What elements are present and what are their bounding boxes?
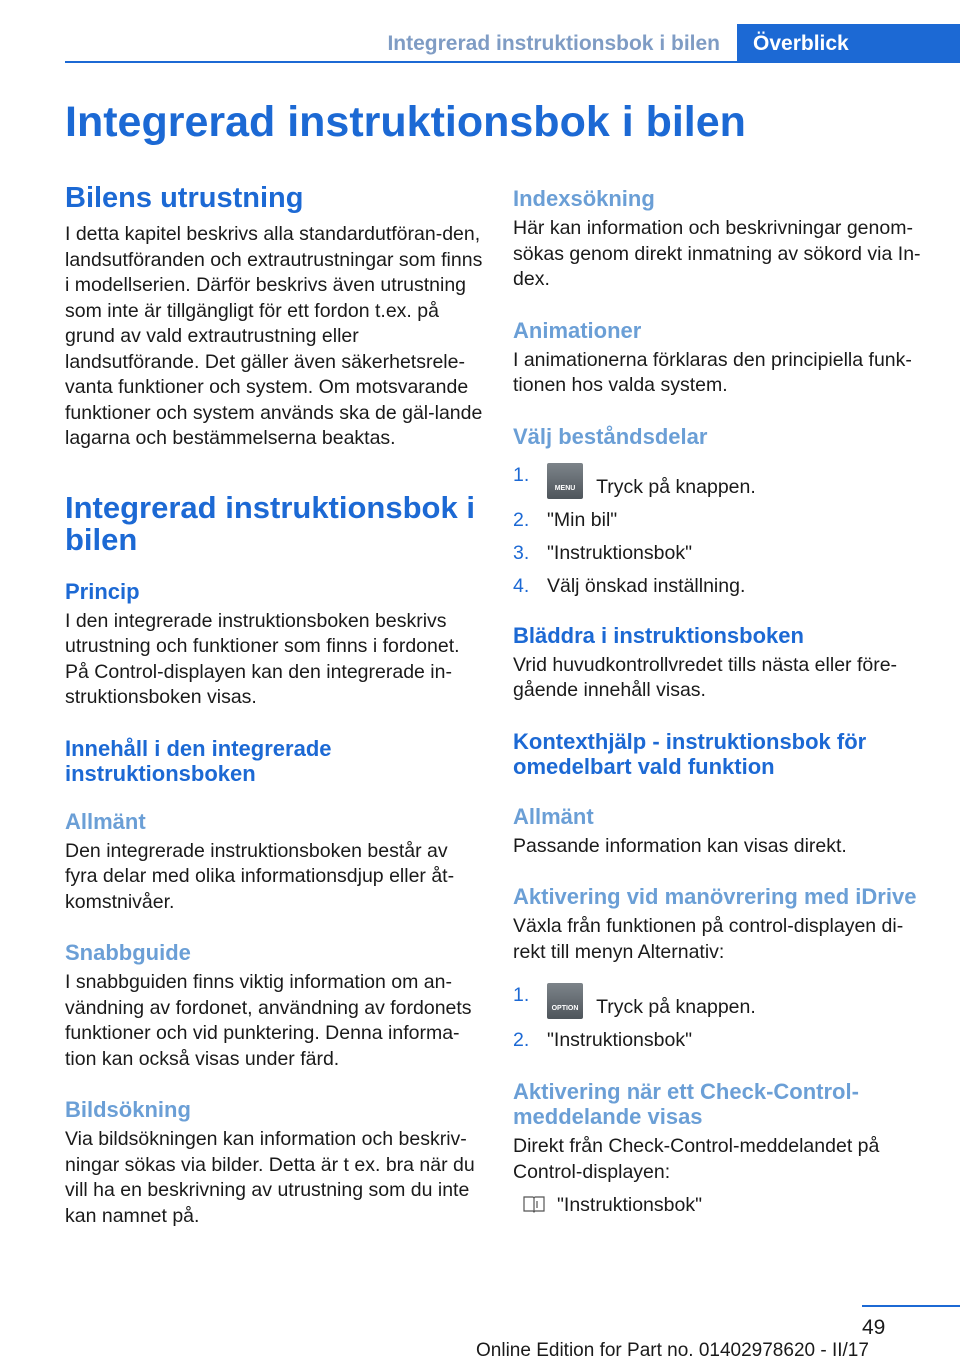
right-column — [513, 182, 933, 1218]
menu-button-icon: MENU — [547, 463, 583, 499]
heading-bildsokning: Bildsökning — [65, 1097, 191, 1122]
heading-allmant-2: Allmänt — [513, 803, 594, 829]
heading-animationer: Animationer — [513, 317, 642, 343]
paragraph-allmant-2: Passande information kan visas direkt. — [513, 834, 847, 857]
step-text: Tryck på knappen. — [596, 996, 756, 1018]
heading-aktivering-idrive: Aktivering vid manövrering med iDrive — [513, 884, 917, 909]
step-number: 1. — [513, 463, 530, 486]
heading-kontexthjalp: Kontexthjälp - instruktionsbok för omedelbart vald funktion — [513, 728, 867, 779]
heading-innehall: Innehåll i den integrerade instruktionsboken — [65, 735, 332, 786]
heading-princip: Princip — [65, 578, 140, 604]
steps-option — [513, 983, 933, 1053]
step-number: 2. — [513, 508, 530, 531]
step-number: 1. — [513, 984, 530, 1006]
heading-bilens-utrustning: Bilens utrustning — [65, 182, 304, 214]
heading-snabbguide: Snabbguide — [65, 940, 191, 965]
header-section-title: Integrerad instruktionsbok i bilen — [387, 32, 720, 55]
list-item — [513, 574, 933, 599]
paragraph-allmant: Den integrerade instruktionsboken består av fyra delar med olika informationsdjup eller åt-komstnivåer. — [65, 839, 455, 913]
header-rule — [65, 61, 960, 63]
heading-aktivering-check-control: Aktivering när ett Check-Control-meddelande visas — [513, 1079, 859, 1129]
left-column — [65, 182, 483, 1229]
footer-rule — [862, 1305, 960, 1307]
header-tab — [737, 24, 960, 62]
paragraph-princip: I den integrerade instruktionsboken beskrivs utrustning och funktioner som finns i fordonet. På Control-displayen kan den integrerade in-struktionsboken visas. — [65, 609, 460, 708]
step-text: Tryck på knappen. — [596, 475, 756, 498]
page-number: 49 — [862, 1316, 886, 1339]
paragraph-bildsokning: Via bildsökningen kan information och beskriv-ningar sökas via bilder. Detta är t ex. bra när du vill ha en beskrivning av utrustning som du inte kan namnet på. — [65, 1128, 475, 1227]
page-title: Integrerad instruktionsbok i bilen — [65, 98, 746, 146]
step-number: 2. — [513, 1029, 530, 1051]
paragraph-bladdra: Vrid huvudkontrollvredet tills nästa eller före-gående innehåll visas. — [513, 653, 898, 701]
paragraph-aktivering-check-control: Direkt från Check-Control-meddelandet på Control-displayen: — [513, 1135, 880, 1183]
paragraph-aktivering-idrive: Växla från funktionen på control-displayen di-rekt till menyn Alternativ: — [513, 915, 904, 963]
heading-integrerad: Integrerad instruktionsbok i bilen — [65, 489, 475, 557]
list-item — [513, 541, 933, 566]
book-item-label: "Instruktionsbok" — [557, 1194, 702, 1216]
header-tab-label: Överblick — [753, 32, 849, 55]
step-text: "Min bil" — [547, 508, 618, 531]
step-number: 4. — [513, 574, 530, 597]
steps-valj — [513, 463, 933, 599]
list-item — [513, 508, 933, 533]
heading-bladdra: Bläddra i instruktionsboken — [513, 622, 804, 648]
heading-allmant: Allmänt — [65, 808, 146, 834]
step-text: "Instruktionsbok" — [547, 1029, 692, 1051]
step-text: Välj önskad inställning. — [547, 574, 746, 597]
heading-indexsokning: Indexsökning — [513, 186, 655, 211]
paragraph-bilens-utrustning: I detta kapitel beskrivs alla standardutföran-den, landsutföranden och extrautrustningar som finns i modellserien. Därför beskrivs även utrustning som inte är tillgängligt för ett fordon t.ex. på grund av vald extrautrustning eller landsutförande. Det gäller även säkerhetsrele-vanta funktioner och system. Om motsvarande funktioner och system används ska de gäl-lande lagarna och bestämmelserna beaktas. — [65, 223, 483, 449]
heading-valj-bestandsdelar: Välj beståndsdelar — [513, 423, 708, 449]
paragraph-animationer: I animationerna förklaras den principiella funk-tionen hos valda system. — [513, 348, 912, 396]
paragraph-indexsokning: Här kan information och beskrivningar genom-sökas genom direkt inmatning av sökord via In-dex. — [513, 217, 921, 290]
list-item — [513, 1028, 933, 1053]
paragraph-snabbguide: I snabbguiden finns viktig information om an-vändning av fordonet, användning av fordonets funktioner och vid punktering. Denna informa-tion kan också visas under färd. — [65, 971, 472, 1070]
book-item — [513, 1193, 933, 1218]
step-number: 3. — [513, 541, 530, 564]
list-item — [513, 463, 933, 500]
step-text: "Instruktionsbok" — [547, 541, 692, 564]
option-button-icon: OPTION — [547, 983, 583, 1019]
edition-line: Online Edition for Part no. 01402978620 - II/17 — [476, 1340, 869, 1361]
list-item — [513, 983, 933, 1020]
book-icon — [523, 1195, 545, 1213]
